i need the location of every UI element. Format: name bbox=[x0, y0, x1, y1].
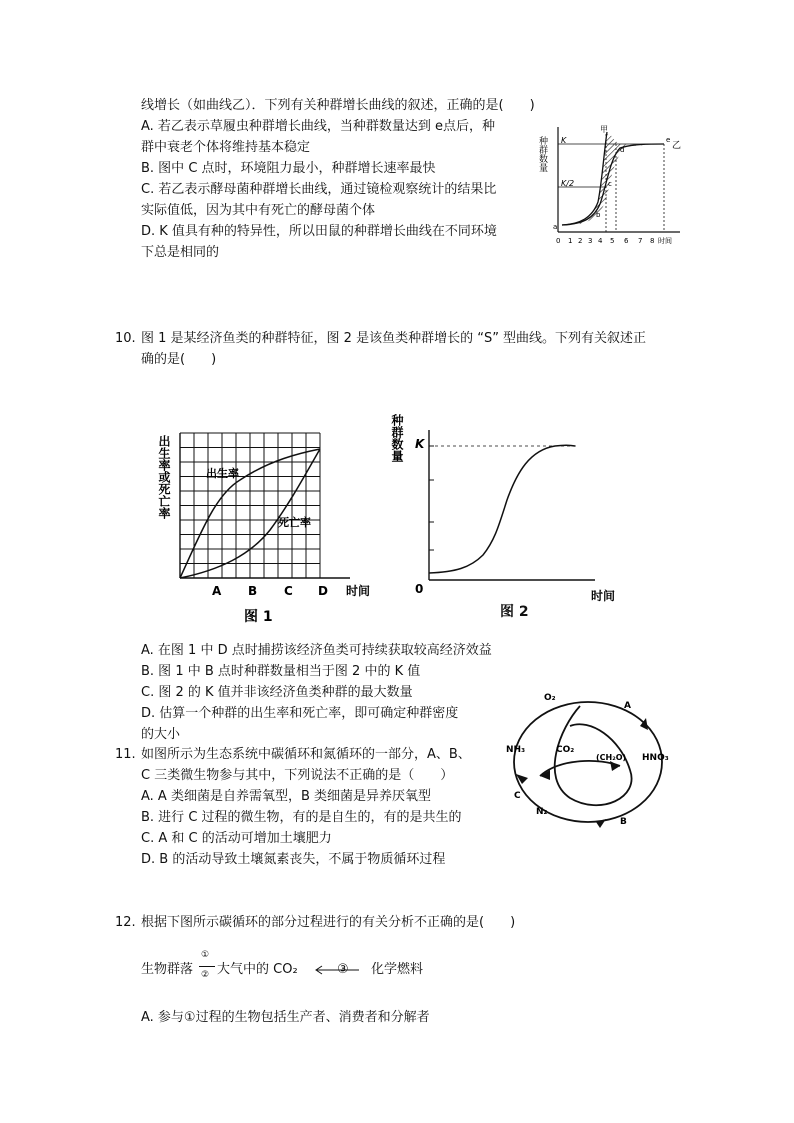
q9-fig-yi: 乙 bbox=[672, 141, 682, 151]
q9-fig-xlabel: 时间 bbox=[658, 237, 672, 245]
q9-fig-ylabel: 种群数量 bbox=[537, 136, 547, 172]
q12-stem: 根据下图所示碳循环的部分过程进行的有关分析不正确的是( ) bbox=[141, 915, 516, 930]
q9-fig-pt-e: e bbox=[666, 136, 671, 144]
q11-stem-line-1: 如图所示为生态系统中碳循环和氮循环的一部分，A、B、 bbox=[141, 747, 471, 762]
q11-fig-hno3: HNO₃ bbox=[642, 753, 669, 763]
q11-fig-b: B bbox=[620, 817, 627, 827]
q9-fig-xtick: 2 bbox=[578, 237, 583, 245]
q12-option-a: A. 参与①过程的生物包括生产者、消费者和分解者 bbox=[141, 1010, 430, 1025]
q9-fig-xtick: 0 bbox=[556, 237, 561, 245]
q9-fig-xtick: 7 bbox=[638, 237, 643, 245]
q11-option-d: D. B 的活动导致土壤氮素丧失，不属于物质循环过程 bbox=[141, 852, 446, 867]
q12-diagram-eq-arrow bbox=[199, 966, 215, 967]
q9-fig-xtick: 5 bbox=[610, 237, 615, 245]
q9-line-4: B. 图中 C 点时，环境阻力最小，种群增长速率最快 bbox=[141, 161, 436, 176]
q9-fig-pt-d: d bbox=[620, 146, 625, 154]
q11-fig-o2: O₂ bbox=[544, 693, 556, 703]
q10-fig1-xlabel: 时间 bbox=[346, 584, 371, 598]
q10-option-c: C. 图 2 的 K 值并非该经济鱼类种群的最大数量 bbox=[141, 685, 413, 700]
q9-fig-xtick: 8 bbox=[650, 237, 655, 245]
q10-fig1-death-label: 死亡率 bbox=[278, 516, 311, 529]
q11-fig-c: C bbox=[514, 791, 521, 801]
q9-fig-k2: K/2 bbox=[561, 179, 575, 188]
q12-carbon-diagram bbox=[141, 950, 461, 990]
q10-option-d-cont: 的大小 bbox=[141, 727, 181, 742]
q10-fig2-caption-text: 图 2 bbox=[500, 604, 529, 620]
q10-fig2-ylabel: 种群数量 bbox=[390, 414, 404, 462]
q10-figure-2 bbox=[390, 410, 625, 610]
q10-option-b: B. 图 1 中 B 点时种群数量相当于图 2 中的 K 值 bbox=[141, 664, 421, 679]
q10-number: 10. bbox=[115, 331, 136, 346]
q11-fig-a: A bbox=[624, 701, 631, 711]
q10-fig1-xtick: C bbox=[284, 584, 293, 598]
q9-line-8: 下总是相同的 bbox=[141, 245, 220, 260]
q9-fig-jia: 甲 bbox=[600, 125, 608, 134]
q9-fig-xtick: 3 bbox=[588, 237, 593, 245]
q10-fig1-xtick: A bbox=[212, 584, 222, 598]
q11-fig-nh3: NH₃ bbox=[506, 745, 526, 755]
q10-option-a: A. 在图 1 中 D 点时捕捞该经济鱼类可持续获取较高经济效益 bbox=[141, 643, 492, 658]
q11-option-c: C. A 和 C 的活动可增加土壤肥力 bbox=[141, 831, 332, 846]
q12-diagram-process-1: ① bbox=[201, 950, 210, 960]
q10-figure-1 bbox=[157, 425, 380, 630]
q12-number: 12. bbox=[115, 915, 136, 930]
q12-diagram-process-3: ③ bbox=[337, 962, 349, 977]
q12-diagram-co2: 大气中的 CO₂ bbox=[217, 962, 298, 977]
q11-fig-n2: N₂ bbox=[536, 807, 548, 817]
q10-fig1-caption: 图 1 bbox=[244, 609, 273, 625]
q9-fig-pt-a: a bbox=[553, 223, 558, 231]
q10-fig1-xtick: D bbox=[318, 584, 328, 598]
q11-cycle-figure bbox=[500, 688, 680, 830]
q11-option-a: A. A 类细菌是自养需氧型，B 类细菌是异养厌氧型 bbox=[141, 789, 432, 804]
q9-fig-pt-c: c bbox=[608, 180, 612, 188]
q9-line-2: A. 若乙表示草履虫种群增长曲线，当种群数量达到 e点后，种 bbox=[141, 119, 496, 134]
q9-growth-figure bbox=[537, 122, 690, 252]
q11-fig-co2: CO₂ bbox=[556, 745, 575, 755]
q11-fig-ch2o: (CH₂O) bbox=[596, 753, 627, 762]
q9-fig-xtick: 6 bbox=[624, 237, 629, 245]
q10-fig2-xlabel: 时间 bbox=[591, 589, 616, 603]
q9-line-5: C. 若乙表示酵母菌种群增长曲线，通过镜检观察统计的结果比 bbox=[141, 182, 497, 197]
q12-diagram-community: 生物群落 bbox=[141, 962, 194, 977]
q9-line-7: D. K 值具有种的特异性，所以田鼠的种群增长曲线在不同环境 bbox=[141, 224, 497, 239]
q12-diagram-fuel: 化学燃料 bbox=[371, 962, 424, 977]
q10-stem-line-2: 确的是( ) bbox=[141, 352, 217, 367]
q11-stem-line-2: C 三类微生物参与其中，下列说法不正确的是（ ） bbox=[141, 768, 454, 783]
q12-diagram-process-2: ② bbox=[201, 970, 210, 980]
q9-line-1: 线增长（如曲线乙）．下列有关种群增长曲线的叙述，正确的是( ) bbox=[141, 98, 535, 113]
q11-option-b: B. 进行 C 过程的微生物，有的是自生的，有的是共生的 bbox=[141, 810, 462, 825]
q10-fig1-xtick: B bbox=[248, 584, 258, 598]
q10-option-d: D. 估算一个种群的出生率和死亡率，即可确定种群密度 bbox=[141, 706, 459, 721]
q10-fig2-origin: 0 bbox=[415, 582, 424, 596]
q10-fig2-k: K bbox=[415, 437, 425, 451]
q11-number: 11. bbox=[115, 747, 136, 762]
q10-fig1-birth-label: 出生率 bbox=[206, 467, 239, 480]
q9-line-3: 群中衰老个体将维持基本稳定 bbox=[141, 140, 311, 155]
q10-stem-line-1: 图 1 是某经济鱼类的种群特征，图 2 是该鱼类种群增长的 “S” 型曲线。下列有关叙述正 bbox=[141, 331, 647, 346]
q9-fig-xtick: 1 bbox=[568, 237, 573, 245]
q10-fig1-ylabel: 出生率或死亡率 bbox=[157, 435, 171, 519]
q9-fig-pt-b: b bbox=[596, 211, 601, 219]
q9-fig-xtick: 4 bbox=[598, 237, 603, 245]
q9-fig-k: K bbox=[561, 136, 567, 145]
q9-line-6: 实际值低，因为其中有死亡的酵母菌个体 bbox=[141, 203, 376, 218]
